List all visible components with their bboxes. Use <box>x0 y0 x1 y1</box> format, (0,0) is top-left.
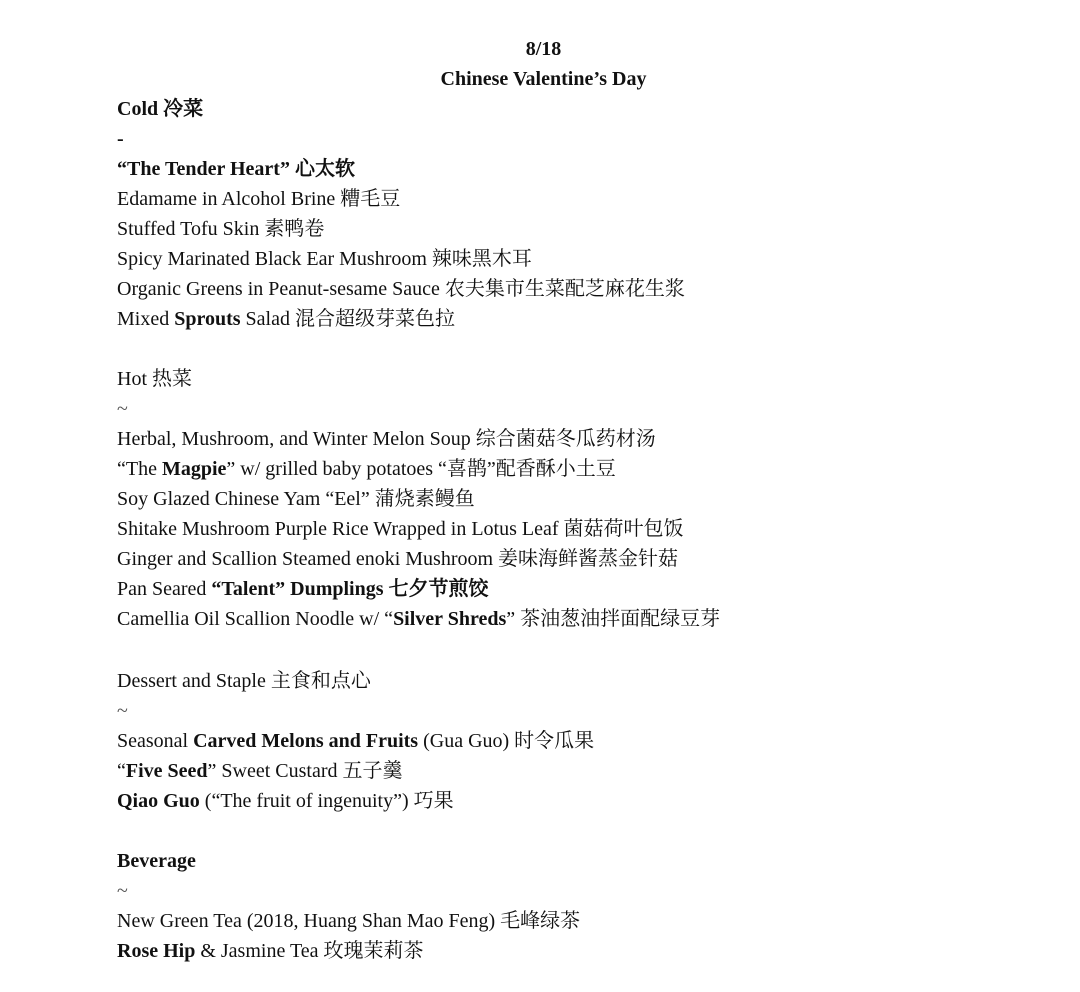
section-heading-dessert: Dessert and Staple 主食和点心 <box>117 670 371 692</box>
section-heading-cold: Cold 冷菜 <box>117 98 204 120</box>
menu-item: Edamame in Alcohol Brine 糟毛豆 <box>117 188 401 210</box>
menu-item: “The Tender Heart” 心太软 <box>117 158 355 180</box>
menu-item: Rose Hip & Jasmine Tea 玫瑰茉莉茶 <box>117 940 424 962</box>
section-heading-beverage: Beverage <box>117 850 196 872</box>
menu-item: Mixed Sprouts Salad 混合超级芽菜色拉 <box>117 308 455 330</box>
section-heading-hot: Hot 热菜 <box>117 368 192 390</box>
menu-title: Chinese Valentine’s Day <box>440 68 647 90</box>
menu-item: Organic Greens in Peanut-sesame Sauce 农夫集市生菜配芝麻花生浆 <box>117 278 685 300</box>
menu-item: Pan Seared “Talent” Dumplings 七夕节煎饺 <box>117 578 489 600</box>
menu-item: New Green Tea (2018, Huang Shan Mao Feng) 毛峰绿茶 <box>117 910 581 932</box>
menu-item: Shitake Mushroom Purple Rice Wrapped in Lotus Leaf 菌菇荷叶包饭 <box>117 518 684 540</box>
section-separator: - <box>117 128 124 150</box>
menu-item: Spicy Marinated Black Ear Mushroom 辣味黑木耳 <box>117 248 532 270</box>
menu-item: Qiao Guo (“The fruit of ingenuity”) 巧果 <box>117 790 454 812</box>
section-separator: ~ <box>117 700 128 722</box>
menu-date: 8/18 <box>525 38 562 60</box>
menu-item: Ginger and Scallion Steamed enoki Mushroom 姜味海鲜酱蒸金针菇 <box>117 548 679 570</box>
menu-item: Camellia Oil Scallion Noodle w/ “Silver Shreds” 茶油葱油拌面配绿豆芽 <box>117 608 721 630</box>
section-separator: ~ <box>117 880 128 902</box>
menu-item: “The Magpie” w/ grilled baby potatoes “喜鹊”配香酥小土豆 <box>117 458 616 480</box>
menu-item: Soy Glazed Chinese Yam “Eel” 蒲烧素鳗鱼 <box>117 488 475 510</box>
menu-item: Seasonal Carved Melons and Fruits (Gua Guo) 时令瓜果 <box>117 730 595 752</box>
section-separator: ~ <box>117 398 128 420</box>
menu-item: Herbal, Mushroom, and Winter Melon Soup 综合菌菇冬瓜药材汤 <box>117 428 656 450</box>
menu-item: “Five Seed” Sweet Custard 五子羹 <box>117 760 403 782</box>
menu-item: Stuffed Tofu Skin 素鸭卷 <box>117 218 325 240</box>
